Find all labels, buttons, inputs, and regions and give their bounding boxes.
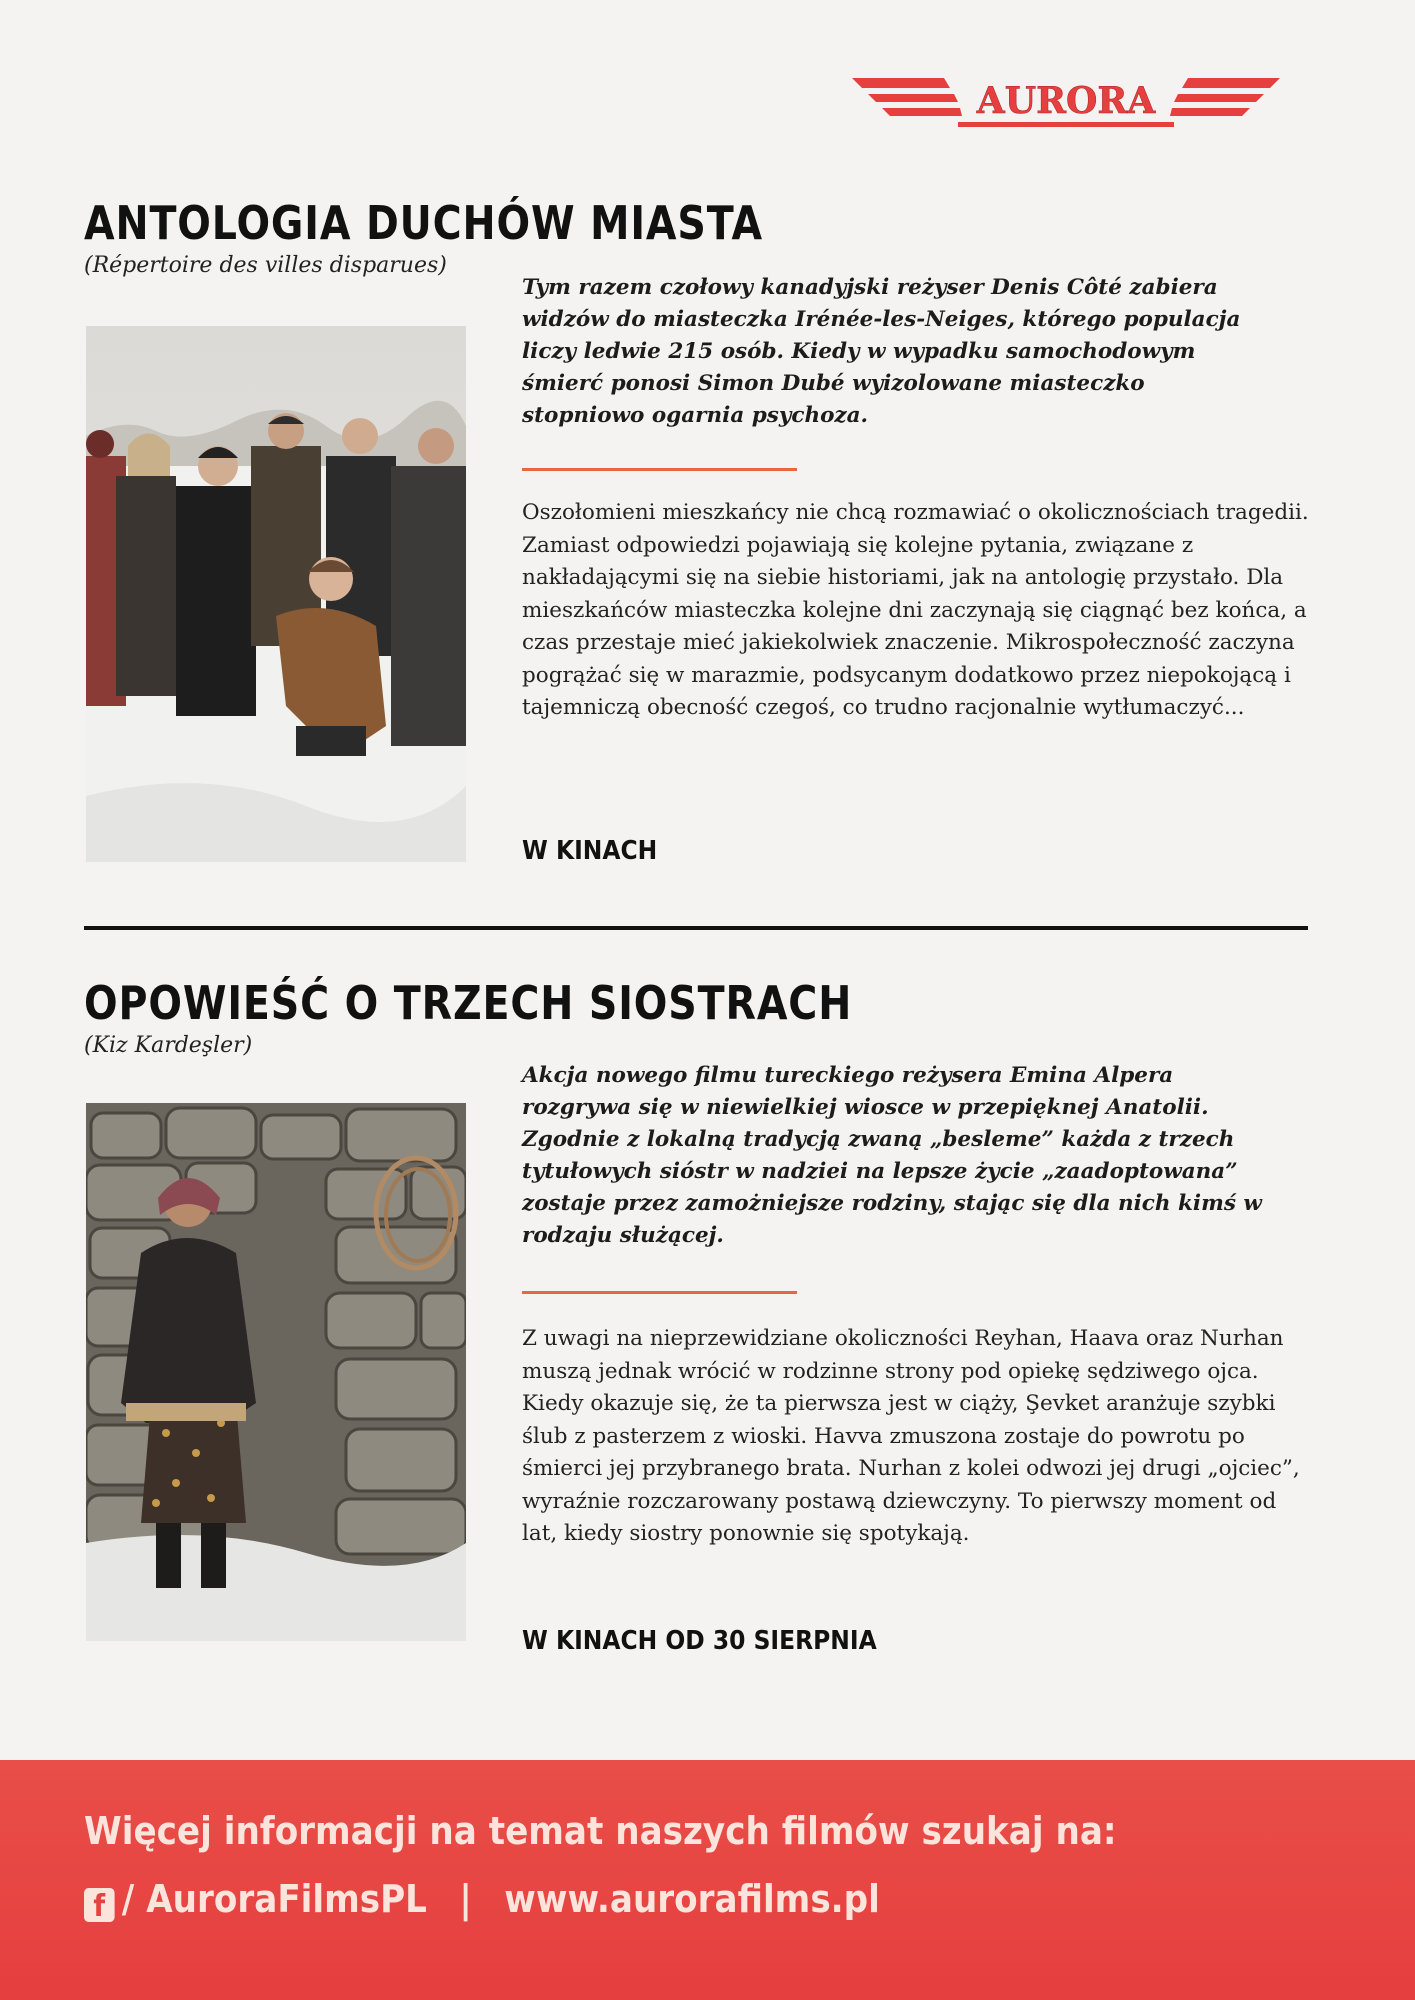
film-body-2: Z uwagi na nieprzewidziane okoliczności Reyhan, Haava oraz Nurhan muszą jednak wrócić w rodzinne strony pod opiekę sędziwego ojca. Kiedy okazuje się, że ta pierwsza jest w ciąży, Şevket aranżuje szybki ślub z pasterzem z wioski. Havva zmuszona zostaje do powrotu po śmierci jej przybranego brata. Nurhan z kolei odwozi jej drugi „ojciec”, wyraźnie rozczarowany postawą dziewczyny. To pierwszy moment od lat, kiedy siostry ponownie się spotykają. bbox=[522, 1326, 1300, 1546]
film-still-2 bbox=[86, 1103, 466, 1641]
aurora-logo bbox=[852, 76, 1280, 132]
film-title-1: ANTOLOGIA DUCHÓW MIASTA bbox=[84, 196, 763, 250]
film-original-title-1: (Répertoire des villes disparues) bbox=[84, 253, 447, 278]
link-separator: | bbox=[459, 1877, 472, 1921]
logo-text: AURORA bbox=[976, 80, 1156, 122]
section-divider bbox=[84, 926, 1308, 930]
website-link[interactable]: www.aurorafilms.pl bbox=[504, 1877, 880, 1921]
facebook-link[interactable]: / AuroraFilmsPL bbox=[121, 1877, 427, 1921]
film-release-2: W KINACH OD 30 SIERPNIA bbox=[522, 1626, 877, 1656]
footer-links bbox=[84, 1877, 880, 1922]
film-still-1 bbox=[86, 326, 466, 862]
film-lead-1: Tym razem czołowy kanadyjski reżyser Denis Côté zabiera widzów do miasteczka Irénée-les-Neiges, którego populacja liczy ledwie 215 osób. Kiedy w wypadku samochodowym śmierć ponosi Simon Dubé wyizolowane miasteczko stopniowo ogarnia psychoza. bbox=[522, 275, 1241, 428]
film-release-1: W KINACH bbox=[522, 836, 658, 866]
film-original-title-2: (Kiz Kardeşler) bbox=[84, 1033, 253, 1058]
footer-headline: Więcej informacji na temat naszych filmów szukaj na: bbox=[84, 1809, 1117, 1853]
film-body-1: Oszołomieni mieszkańcy nie chcą rozmawiać o okolicznościach tragedii. Zamiast odpowiedzi pojawiają się kolejne pytania, związane z nakładającymi się na siebie historiami, jak na antologię przystało. Dla mieszkańców miasteczka kolejne dni zaczynają się ciągnąć bez końca, a czas przestaje mieć jakiekolwiek znaczenie. Mikrospołeczność zaczyna pogrążać się w marazmie, podsycanym dodatkowo przez niepokojącą i tajemniczą obecność czegoś, co trudno racjonalnie wytłumaczyć... bbox=[522, 500, 1309, 720]
facebook-icon[interactable]: f bbox=[84, 1888, 115, 1922]
accent-rule-1 bbox=[522, 468, 797, 471]
film-title-2: OPOWIEŚĆ O TRZECH SIOSTRACH bbox=[84, 976, 853, 1030]
accent-rule-2 bbox=[522, 1291, 797, 1294]
footer-banner bbox=[0, 1760, 1415, 2000]
film-lead-2: Akcja nowego filmu tureckiego reżysera Emina Alpera rozgrywa się w niewielkiej wiosce w przepięknej Anatolii. Zgodnie z lokalną tradycją zwaną „besleme” każda z trzech tytułowych sióstr w nadziei na lepsze życie „zaadoptowana” zostaje przez zamożniejsze rodziny, stając się dla nich kimś w rodzaju służącej. bbox=[522, 1063, 1262, 1248]
